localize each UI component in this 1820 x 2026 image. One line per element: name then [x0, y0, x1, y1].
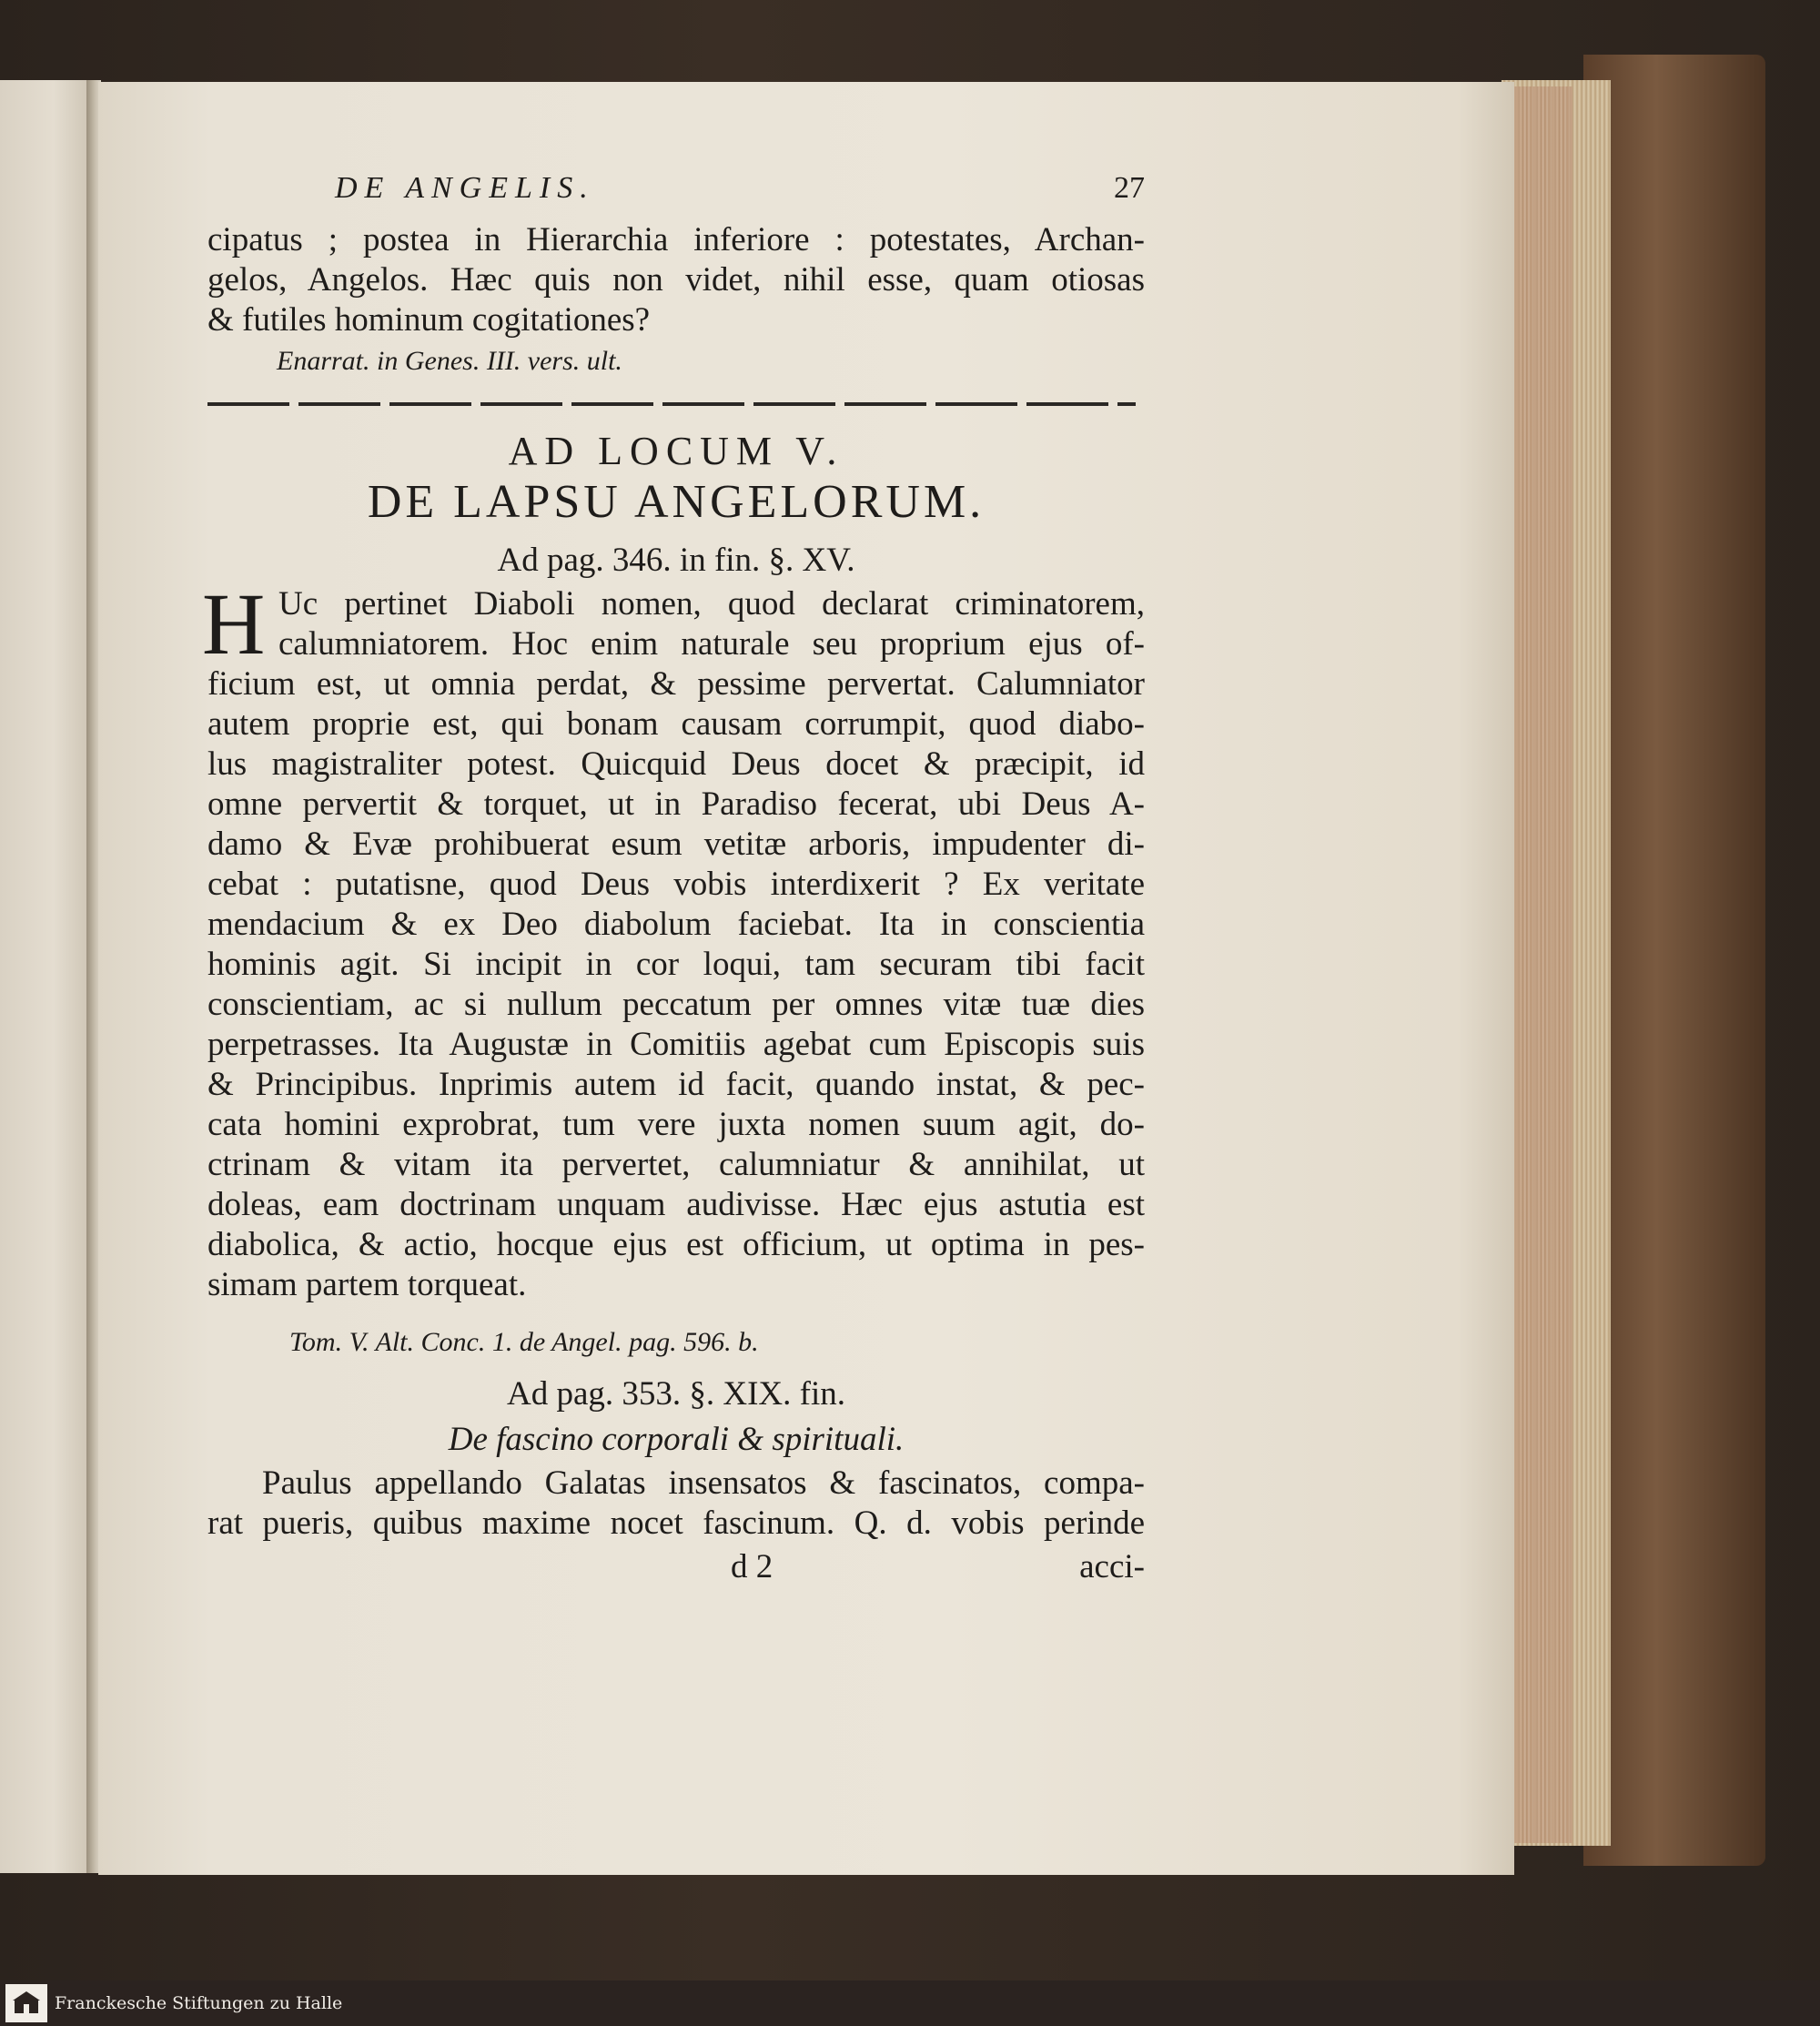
- text-line: Uc pertinet Diaboli nomen, quod declarat criminatorem,: [278, 585, 1145, 623]
- section-locus: AD LOCUM V.: [508, 429, 844, 473]
- page-number: 27: [1114, 171, 1145, 205]
- text-line: simam partem torqueat.: [207, 1266, 527, 1303]
- text-line: perpetrasses. Ita Augustæ in Comitiis agebat cum Episcopis suis: [207, 1026, 1145, 1063]
- text-line: gelos, Angelos. Hæc quis non videt, nihil esse, quam otiosas: [207, 261, 1145, 299]
- text-line: & futiles hominum cogitationes?: [207, 301, 651, 339]
- text-line: mendacium & ex Deo diabolum faciebat. Ita in conscientia: [207, 906, 1145, 943]
- section-rule: [207, 402, 1136, 406]
- text-line: cata homini exprobrat, tum vere juxta nomen suum agit, do-: [207, 1106, 1145, 1143]
- section-subtitle: De fascino corporali & spirituali.: [448, 1421, 905, 1458]
- text-line: ficium est, ut omnia perdat, & pessime pervertat. Calumniator: [207, 665, 1145, 703]
- drop-capital: H: [202, 575, 266, 673]
- text-line: cipatus ; postea in Hierarchia inferiore : potestates, Archan-: [207, 221, 1145, 258]
- text-line: doleas, eam doctrinam unquam audivisse. Hæc ejus astutia est: [207, 1186, 1145, 1223]
- text-line: damo & Evæ prohibuerat esum vetitæ arboris, impudenter di-: [207, 826, 1145, 863]
- signature-mark: d 2: [731, 1548, 774, 1585]
- footer-bar: [0, 1980, 1820, 2026]
- text-line: calumniatorem. Hoc enim naturale seu proprium ejus of-: [278, 625, 1145, 663]
- page-reference: Ad pag. 353. §. XIX. fin.: [506, 1375, 845, 1413]
- catchword: acci-: [1079, 1548, 1145, 1585]
- text-line: diabolica, & actio, hocque ejus est officium, ut optima in pes-: [207, 1226, 1145, 1263]
- text-line: omne pervertit & torquet, ut in Paradiso fecerat, ubi Deus A-: [207, 785, 1145, 823]
- left-page-edge: [0, 80, 89, 1873]
- text-line: hominis agit. Si incipit in cor loqui, tam securam tibi facit: [207, 946, 1145, 983]
- text-line: rat pueris, quibus maxime nocet fascinum. Q. d. vobis perinde: [207, 1504, 1145, 1542]
- citation: Tom. V. Alt. Conc. 1. de Angel. pag. 596. b.: [289, 1327, 759, 1357]
- text-line: autem proprie est, qui bonam causam corrumpit, quod diabo-: [207, 705, 1145, 743]
- running-title: DE ANGELIS.: [335, 171, 595, 205]
- institution-logo-icon: [5, 1984, 47, 2022]
- text-line: cebat : putatisne, quod Deus vobis interdixerit ? Ex veritate: [207, 866, 1145, 903]
- text-line: Paulus appellando Galatas insensatos & fascinatos, compa-: [262, 1464, 1145, 1502]
- text-line: ctrinam & vitam ita pervertet, calumniatur & annihilat, ut: [207, 1146, 1145, 1183]
- citation: Enarrat. in Genes. III. vers. ult.: [277, 346, 622, 376]
- page-header: [207, 164, 1145, 209]
- text-line: lus magistraliter potest. Quicquid Deus docet & præcipit, id: [207, 745, 1145, 783]
- page-reference: Ad pag. 346. in fin. §. XV.: [497, 542, 855, 579]
- text-line: & Principibus. Inprimis autem id facit, quando instat, & pec-: [207, 1066, 1145, 1103]
- page-edges-tint: [1509, 86, 1572, 1843]
- institution-name: Franckesche Stiftungen zu Halle: [55, 1993, 343, 2013]
- section-title: DE LAPSU ANGELORUM.: [367, 476, 986, 528]
- text-line: conscientiam, ac si nullum peccatum per omnes vitæ tuæ dies: [207, 986, 1145, 1023]
- book-cover: [1583, 55, 1765, 1866]
